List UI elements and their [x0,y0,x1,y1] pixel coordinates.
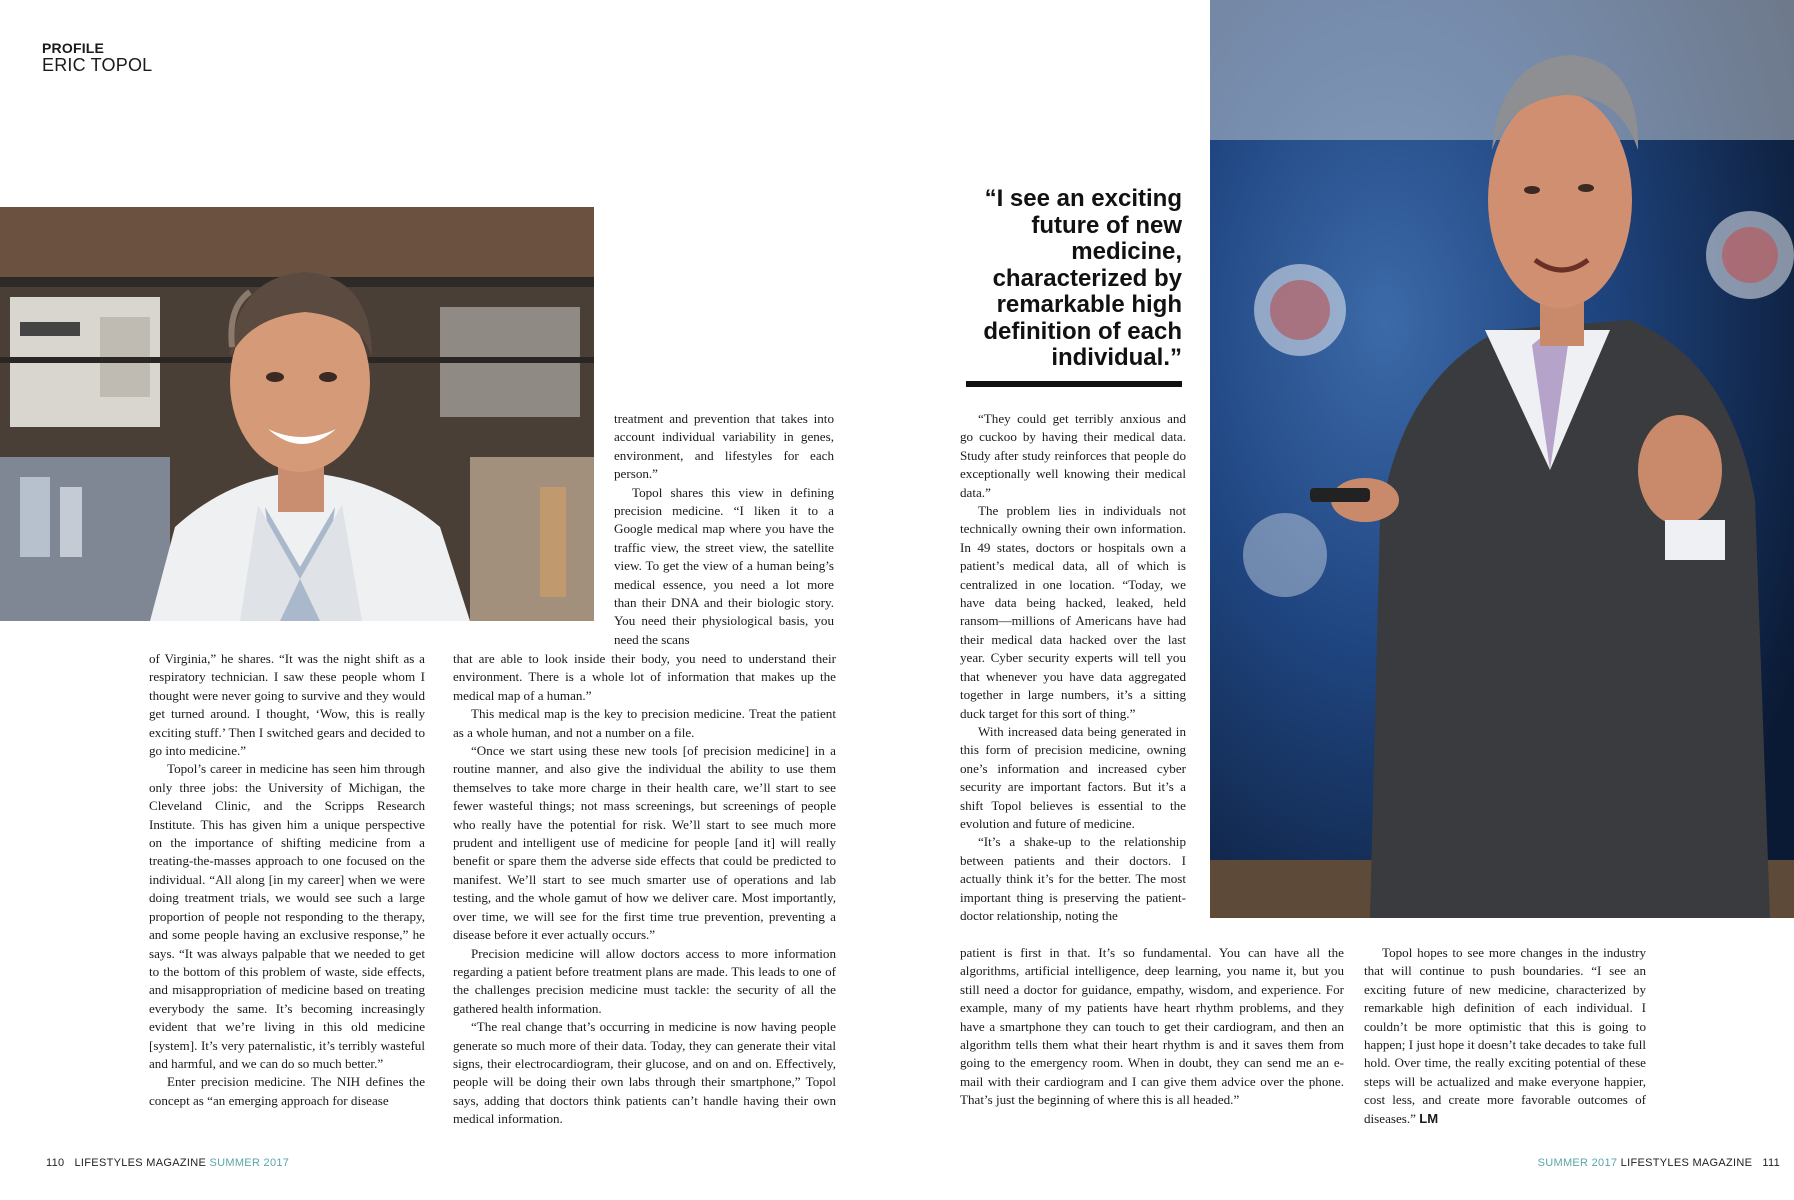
paragraph: Topol’s career in medicine has seen him through only three jobs: the University of Michigan, the Cleveland Clinic, and the Scripps Research Institute. This has given him a unique perspective on the importance of shifting medicine from a treating-the-masses approach to one focused on the individual. “All along [in my career] when we were doing treatment trials, we would see such a large proportion of people not responding to the therapy, and some people having an exclusive response,” he says. “It was always palpable that we needed to get to the bottom of this problem of waste, side effects, and misappropriation of medicine based on treating everybody the same. It’s becoming increasingly evident that we’re living in this old medicine [system]. It’s very paternalistic, it’s terribly wasteful and harmful, and we can do so much better.” [149,761,425,1071]
paragraph: This medical map is the key to precision medicine. Treat the patient as a whole human, and not a number on a file. [453,706,836,740]
paragraph: “They could get terribly anxious and go cuckoo by having their medical data. Study after study reinforces that people do exceptionally well knowing their medical data.” [960,411,1186,500]
paragraph: Enter precision medicine. The NIH defines the concept as “an emerging approach for disease [149,1074,425,1108]
paragraph: Topol hopes to see more changes in the industry that will continue to push boundaries. “I see an exciting future of new medicine, characterized by remarkable high definition of each individual. I couldn’t be more optimistic that this is going to happen; I just hope it doesn’t take decades to take full hold. Over time, the really exciting potential of these steps will be actualized and make everyone happier, cost less, and create more favorable outcomes of diseases.” [1364,945,1646,1126]
folio-left [46,1157,289,1169]
profile-name: ERIC TOPOL [42,55,153,75]
body-column-1 [149,650,425,1110]
page-number: 111 [1762,1157,1780,1169]
paragraph: “Once we start using these new tools [of precision medicine] in a routine manner, and also give the individual the ability to use them themselves to take more charge in their health care, we’ll start to see fewer wasteful things; not mass screenings, but screenings of people who really have the potential for risk. We’ll start to see much more prudent and intelligent use of medicine for people [and it] will really benefit or spare them the adverse side effects that could be predicted to manifest. We’ll start to see much smarter use of operations and lab testing, and the whole gamut of how we deliver care. Most importantly, over time, we will see for the first time true prevention, preventing a disease before it ever actually occurs.” [453,743,836,943]
pull-quote-rule [966,381,1182,387]
body-column-3-bottom [960,944,1344,1110]
paragraph: “The real change that’s occurring in medicine is now having people generate so much more of their data. Today, they can generate their vital signs, their electrocardiogram, their glucose, and on and on. Effectively, people will be doing their own labs through their smartphone,” Topol says, adding that doctors think patients can’t handle having their own medical information. [453,1019,836,1127]
paragraph: Precision medicine will allow doctors access to more information regarding a patient before treatment plans are made. This leads to one of the challenges precision medicine must tackle: the security of all the gathered health information. [453,945,836,1016]
section-label: PROFILE [42,40,105,56]
body-column-2-top [614,410,834,649]
body-column-2-bottom [453,650,836,1129]
running-header-left [42,40,152,74]
speaker-photo-stage [1210,0,1794,918]
paragraph: The problem lies in individuals not technically owning their own information. In 49 states, doctors or hospitals own a patient’s medical data, all of which is centralized in one location. “Today, we have data being hacked, leaked, held ransom—millions of Americans have had their medical data hacked over the last year. Cyber security experts will tell you that whenever you have data aggregated together in large numbers, it’s a sitting duck target for this sort of thing.” [960,503,1186,721]
body-column-3-top [960,410,1186,925]
issue-season: SUMMER 2017 [209,1157,290,1169]
paragraph: patient is first in that. It’s so fundamental. You can have all the algorithms, artificial intelligence, deep learning, you name it, but you still need a doctor for guidance, empathy, wisdom, and experience. For example, many of my patients have heart rhythm problems, and they have a smartphone they can touch to get their cardiogram, and then an algorithm tells them what their heart rhythm is and it saves them from going to the emergency room. When in doubt, they can send me an e-mail with their cardiogram and I can give them advice over the phone. That’s just the beginning of where this is all headed.” [960,945,1344,1108]
body-column-4 [1364,944,1646,1128]
paragraph: With increased data being generated in this form of precision medicine, owning one’s information and increased cyber security are important factors. But it’s a shift Topol believes is essential to the evolution and future of medicine. [960,723,1186,831]
issue-season: SUMMER 2017 [1537,1157,1618,1169]
paragraph: treatment and prevention that takes into account individual variability in genes, environment, and lifestyles for each person.” [614,411,834,482]
folio-right [1490,1157,1780,1169]
end-mark: LM [1419,1110,1439,1126]
magazine-name: LIFESTYLES MAGAZINE [74,1157,207,1169]
paragraph: of Virginia,” he shares. “It was the night shift as a respiratory technician. I saw these people whom I thought were never going to survive and they would get turned around. I thought, ‘Wow, this is really exciting stuff.’ Then I switched gears and decided to go into medicine.” [149,651,425,759]
paragraph: that are able to look inside their body, you need to understand their environment. There is a whole lot of information that makes up the medical map of a human.” [453,651,836,703]
page-number: 110 [46,1157,65,1169]
pull-quote: “I see an exciting future of new medicine, characterized by remarkable high definition of each individual.” [983,185,1182,371]
paragraph: Topol shares this view in defining precision medicine. “I liken it to a Google medical map where you have the traffic view, the street view, the satellite view. To get the view of a human being’s medical essence, you need a lot more than their DNA and their biologic story. You need their physiological basis, you need the scans [614,484,834,647]
magazine-name: LIFESTYLES MAGAZINE [1620,1157,1753,1169]
paragraph: “It’s a shake-up to the relationship between patients and their doctors. I actually think it’s for the better. The most important thing is preserving the patient-doctor relationship, noting the [960,834,1186,923]
portrait-photo-lab [0,207,594,621]
